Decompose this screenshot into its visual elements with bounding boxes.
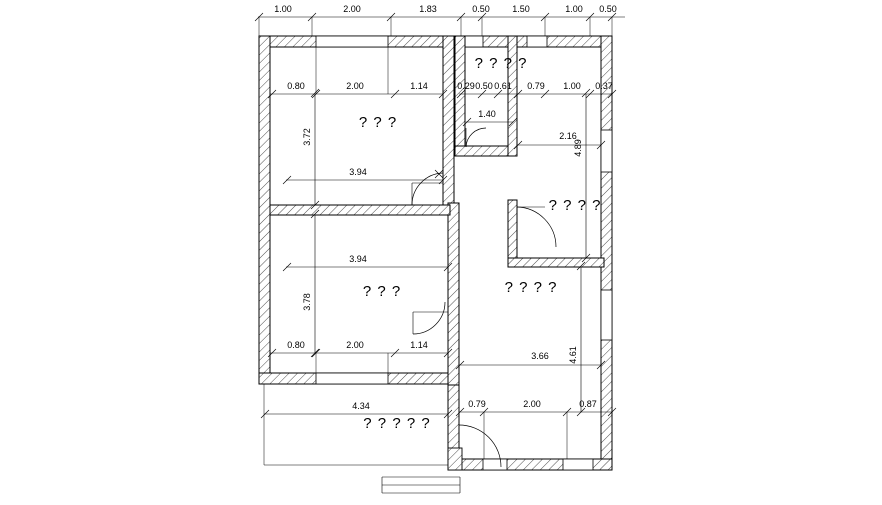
top-dimension-label: 0.50 — [599, 4, 617, 14]
interior-dimension-label: 2.00 — [523, 399, 541, 409]
top-dimension-label: 1.83 — [419, 4, 437, 14]
interior-dimension-label: 3.94 — [349, 167, 367, 177]
top-dimension-label: 0.50 — [472, 4, 490, 14]
interior-dimension-label: 0.80 — [287, 81, 305, 91]
interior-dimension-label: 1.14 — [410, 81, 428, 91]
interior-dimension-label: 0.79 — [527, 81, 545, 91]
vertical-dimension-label: 4.61 — [568, 346, 578, 364]
top-dimension-label: 2.00 — [343, 4, 361, 14]
room-name-label: ? ? ? — [362, 283, 402, 300]
interior-dimension-label: 0.50 — [475, 81, 493, 91]
vertical-dimension-label: 4.89 — [573, 139, 583, 157]
interior-dimension-label: 0.37 — [595, 81, 613, 91]
interior-dimension-label: 4.34 — [352, 401, 370, 411]
interior-dimension-label: 3.66 — [531, 351, 549, 361]
interior-dimension-label: 0.80 — [287, 340, 305, 350]
top-dimension-labels — [274, 4, 617, 14]
interior-dimension-label: 2.16 — [559, 131, 577, 141]
interior-dimension-label: 3.94 — [349, 254, 367, 264]
interior-dimension-label: 2.00 — [346, 340, 364, 350]
top-dimension-label: 1.50 — [512, 4, 530, 14]
interior-dimension-label: 2.00 — [346, 81, 364, 91]
exterior-walls — [259, 36, 612, 470]
interior-dimension-label: 1.40 — [478, 109, 496, 119]
top-dimension-label: 1.00 — [565, 4, 583, 14]
interior-dimension-lines — [261, 47, 616, 465]
top-dimension-chain — [255, 13, 625, 38]
room-name-label: ? ? ? — [358, 114, 398, 131]
interior-dimension-label: 1.14 — [410, 340, 428, 350]
interior-dimension-label: 1.00 — [563, 81, 581, 91]
vertical-dimension-label: 3.78 — [302, 293, 312, 311]
room-name-label: ? ? ? ? ? — [363, 415, 431, 432]
top-dimension-label: 1.00 — [274, 4, 292, 14]
interior-dimension-label: 0.61 — [494, 81, 512, 91]
room-name-label: ? ? ? ? — [548, 197, 602, 214]
entry-steps — [382, 477, 460, 493]
room-name-label: ? ? ? ? — [474, 55, 528, 72]
interior-dimension-label: 0.87 — [579, 399, 597, 409]
room-name-label: ? ? ? ? — [504, 279, 558, 296]
interior-dimension-label: 0.79 — [468, 399, 486, 409]
interior-dimension-label: 0.29 — [457, 81, 475, 91]
vertical-dimension-label: 3.72 — [302, 128, 312, 146]
